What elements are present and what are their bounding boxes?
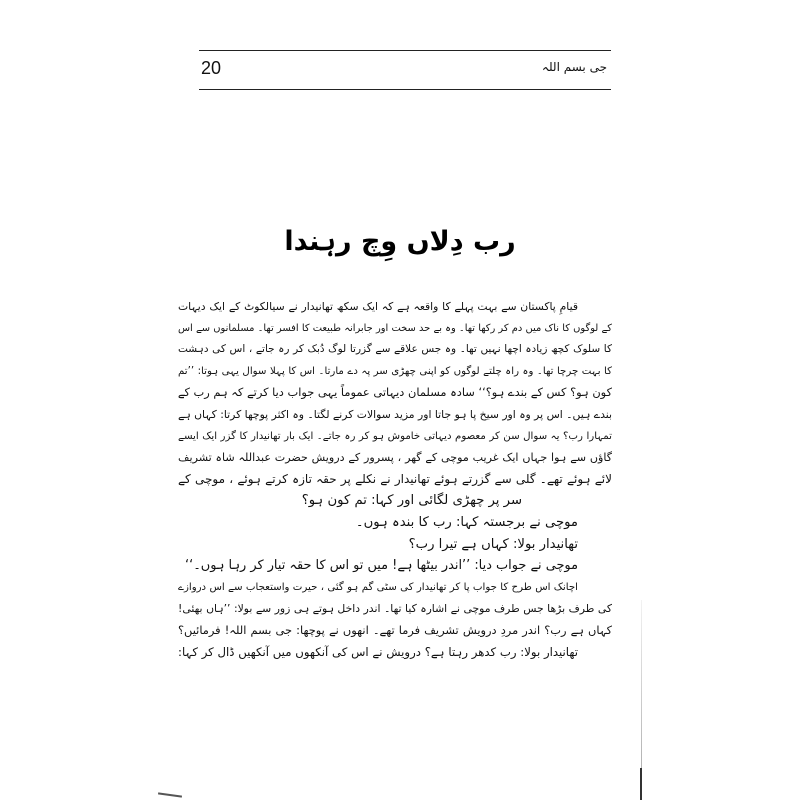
paragraph-line: کی طرف بڑھا جس طرف موچی نے اشارہ کیا تھا۔ اندر داخل ہوتے ہی زور سے بولا: ’’ہاں بھئی! (178, 602, 612, 616)
page-header (199, 50, 611, 90)
paragraph-line: کا بہت چرچا تھا۔ وہ راہ چلتے لوگوں کو اپنی چھڑی سر پہ دے مارتا۔ اس کا پہلا سوال یہی ہوتا: ’’تم (178, 365, 612, 377)
paragraph-line: لائے ہوئے تھے۔ گلی سے گزرتے ہوئے تھانیدار نے نکلے پر حقہ تازہ کرتے ہوئے ، موچی کے (178, 471, 612, 486)
paragraph-line: تھانیدار بولا: رب کدھر رہتا ہے؟ درویش نے اس کی آنکھوں میں آنکھیں ڈال کر کہا: (178, 644, 578, 659)
dialogue-line: تھانیدار بولا: کہاں ہے تیرا رب؟ (408, 536, 578, 552)
dialogue-line: موچی نے برجستہ کہا: رب کا بندہ ہوں۔ (355, 514, 578, 530)
paragraph-line: گاؤں سے ہوا جہاں ایک غریب موچی کے گھر ، پسرور کے درویش حضرت عبداللہ شاہ تشریف (178, 451, 612, 465)
page-edge-mark (640, 768, 642, 800)
paragraph-line: سر پر چھڑی لگائی اور کہا: تم کون ہو؟ (301, 493, 522, 509)
dialogue-line: موچی نے جواب دیا: ’’اندر بیٹھا ہے! میں تو اس کا حقہ تیار کر رہا ہوں۔‘‘ (185, 558, 578, 574)
paragraph-line: بندے ہیں۔ اس پر وہ اور سیخ پا ہو جاتا اور مزید سوالات کرنے لگتا۔ وہ اکثر پوچھا کرتا: کہاں ہے (178, 407, 612, 421)
running-title: جی بسم اللہ (541, 60, 607, 74)
paragraph-line: کے لوگوں کا ناک میں دم کر رکھا تھا۔ وہ بے حد سخت اور جابرانہ طبیعت کا افسر تھا۔ مسلمانوں سے اس (178, 322, 612, 334)
chapter-title: رب دِلاں وِچ رہندا (284, 226, 516, 257)
body-text (178, 296, 612, 663)
scan-artifact (158, 792, 182, 797)
paragraph-line: کہاں ہے رب؟ اندر مردِ درویش تشریف فرما تھے۔ انھوں نے پوچھا: جی بسم اللہ! فرمائیں؟ (178, 622, 612, 637)
paragraph-line: کون ہو؟ کس کے بندے ہو؟‘‘ سادہ مسلمان دیہاتی عموماً یہی جواب دیا کرتے کہ ہم رب کے (178, 385, 612, 400)
page-number: 20 (201, 58, 222, 78)
paragraph-line: کا سلوک کچھ زیادہ اچھا نہیں تھا۔ وہ جس علاقے سے گزرتا لوگ دُبک کر رہ جاتے ، اس کی دہشت (178, 343, 612, 356)
paragraph-line: تمہارا رب؟ یہ سوال سن کر معصوم دیہاتی خاموش ہو کر رہ جاتے۔ ایک بار تھانیدار کا گزر ایک ایسے (178, 430, 612, 442)
paragraph-line: اچانک اس طرح کا جواب پا کر تھانیدار کی سٹی گم ہو گئی ، حیرت واستعجاب سے اس دروازے (178, 581, 578, 593)
paragraph-line: قیامِ پاکستان سے بہت پہلے کا واقعہ ہے کہ ایک سکھ تھانیدار نے سیالکوٹ کے ایک دیہات (178, 300, 578, 313)
